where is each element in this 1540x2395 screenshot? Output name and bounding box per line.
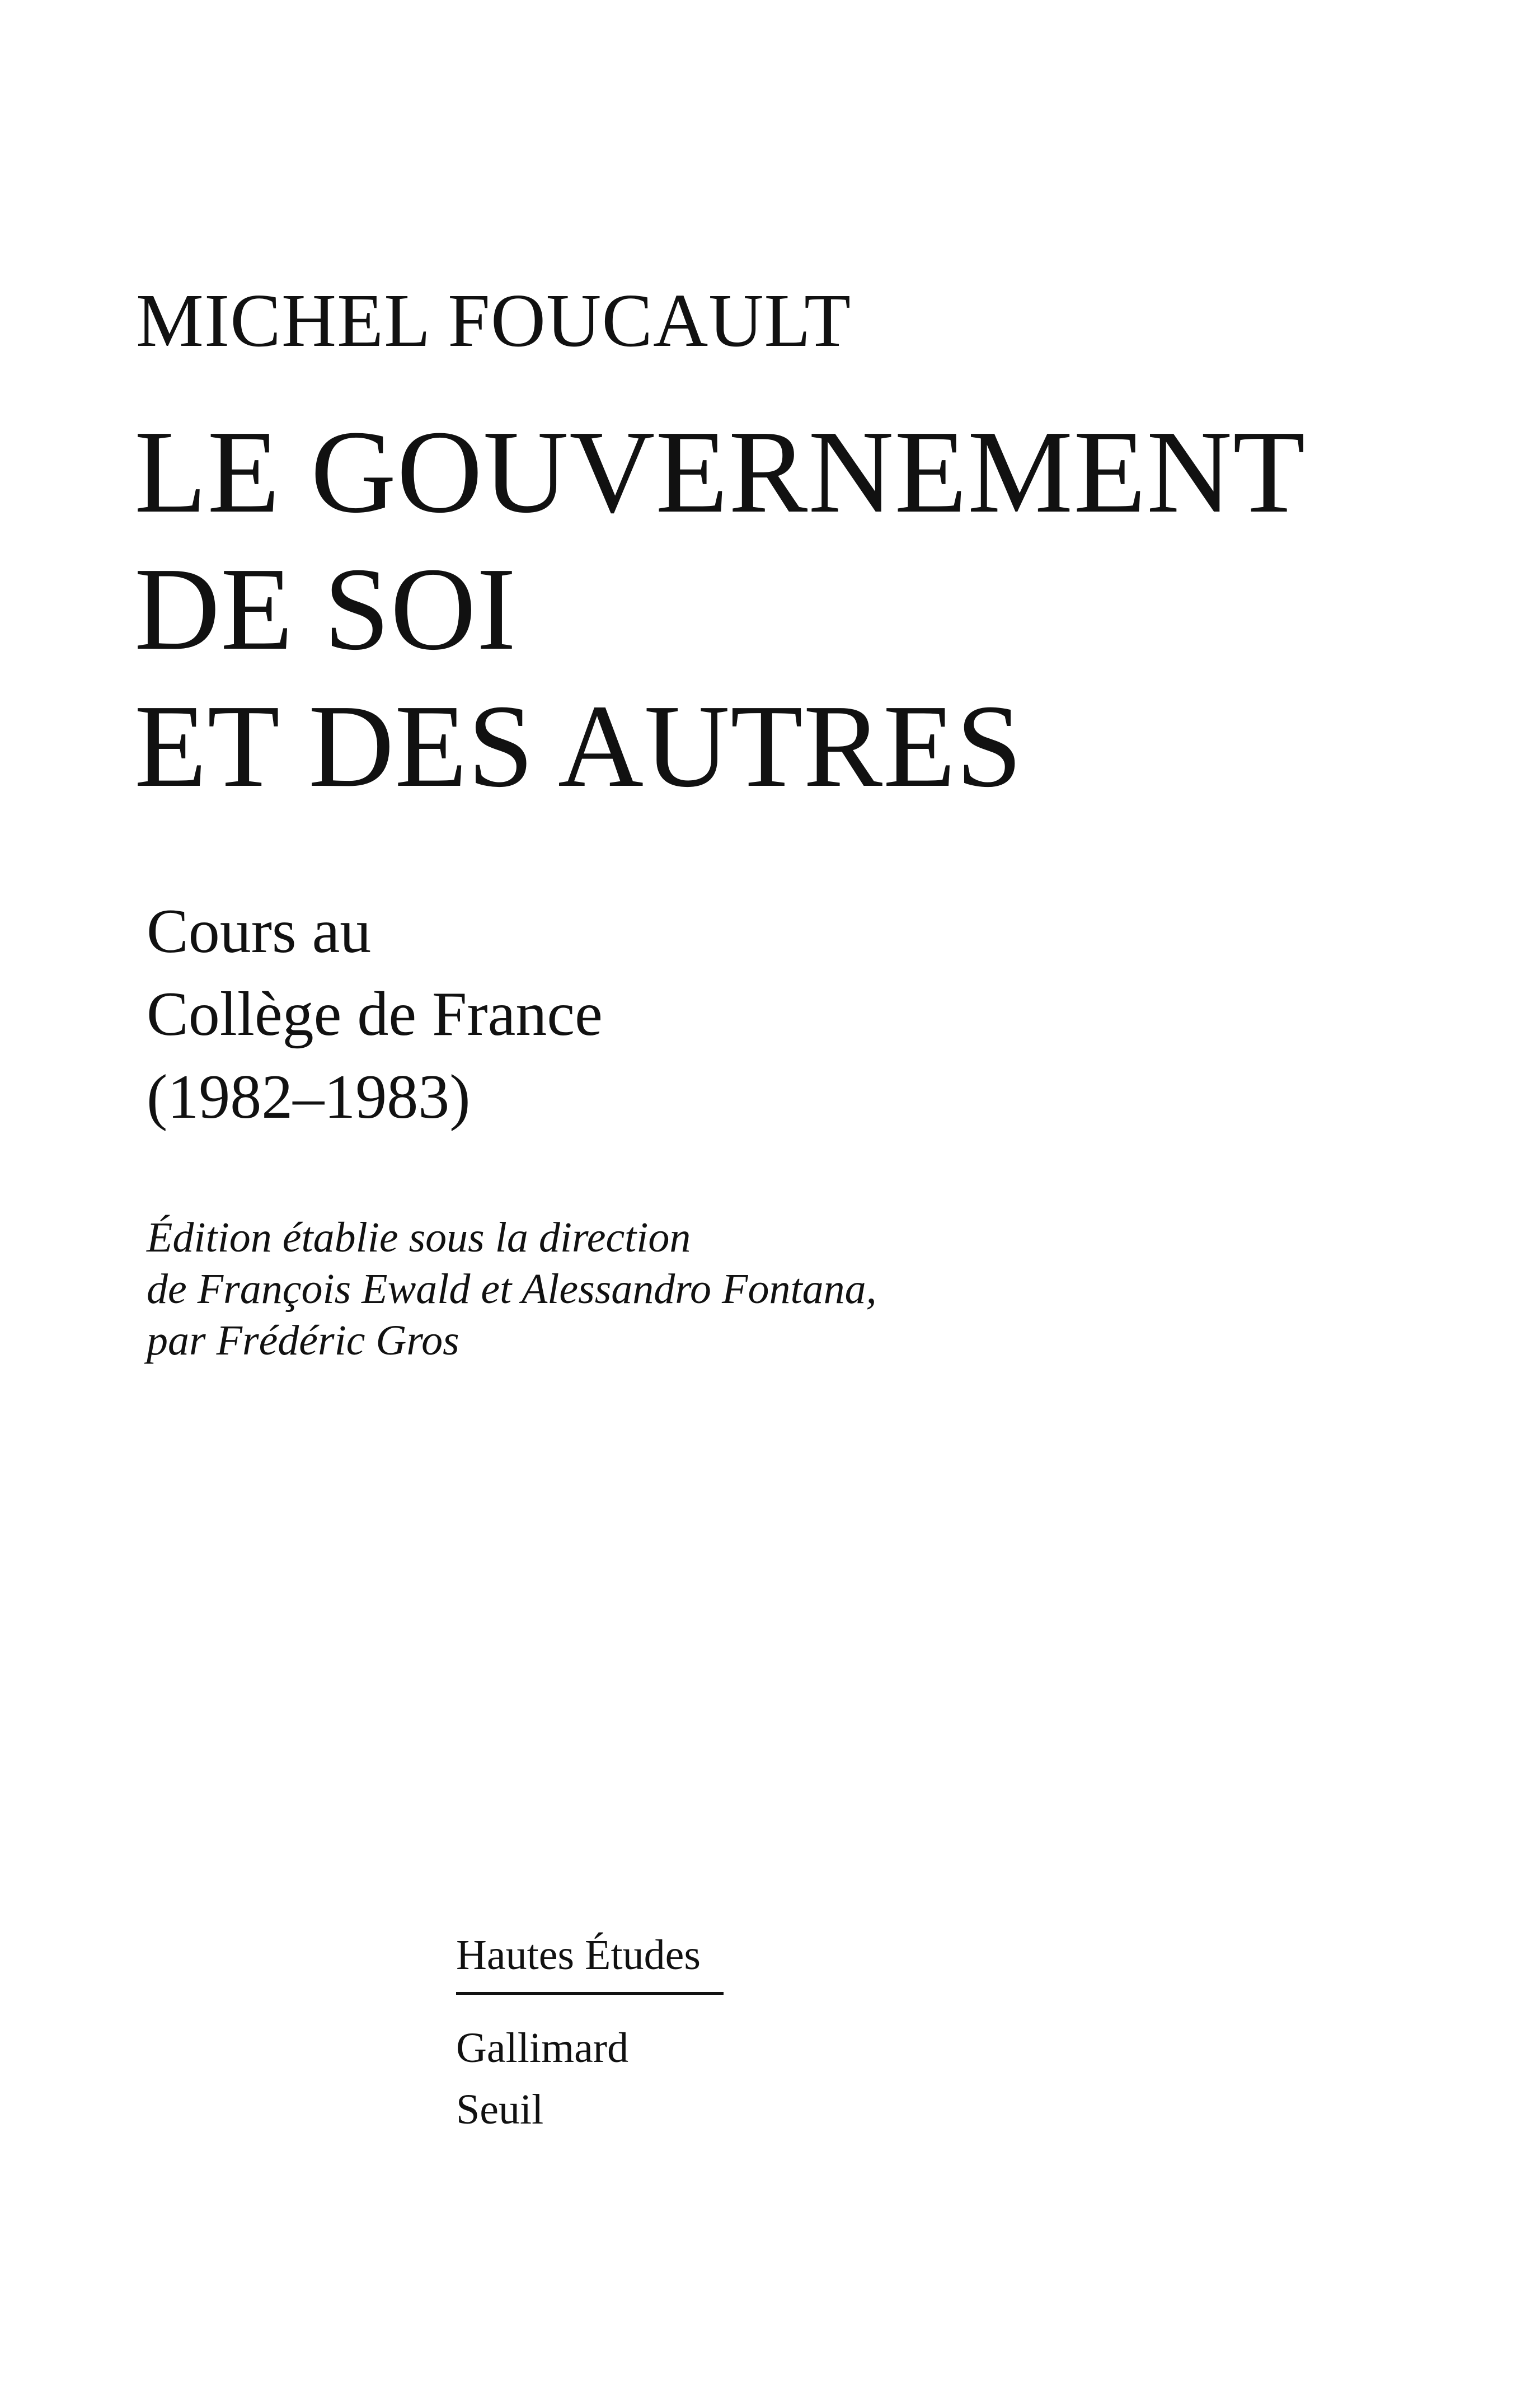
edition-line: par Frédéric Gros [147,1317,459,1364]
publisher-series: Hautes Études [456,1932,701,1979]
author-name: MICHEL FOUCAULT [136,279,852,363]
subtitle-line: (1982–1983) [147,1062,471,1132]
publisher-name: Seuil [456,2086,544,2133]
edition-line: Édition établie sous la direction [147,1214,691,1261]
publisher-divider [456,1992,724,1995]
subtitle-line: Collège de France [147,979,603,1049]
edition-note [147,1212,877,1366]
title-line: DE SOI [134,543,517,674]
edition-line: de François Ewald et Alessandro Fontana, [147,1266,877,1313]
title-line: LE GOUVERNEMENT [134,406,1306,537]
subtitle-line: Cours au [147,897,372,966]
publisher-block [456,1934,724,2140]
publisher-name: Gallimard [456,2024,629,2071]
book-title [134,403,1306,814]
title-line: ET DES AUTRES [134,680,1023,812]
book-subtitle [147,890,603,1138]
